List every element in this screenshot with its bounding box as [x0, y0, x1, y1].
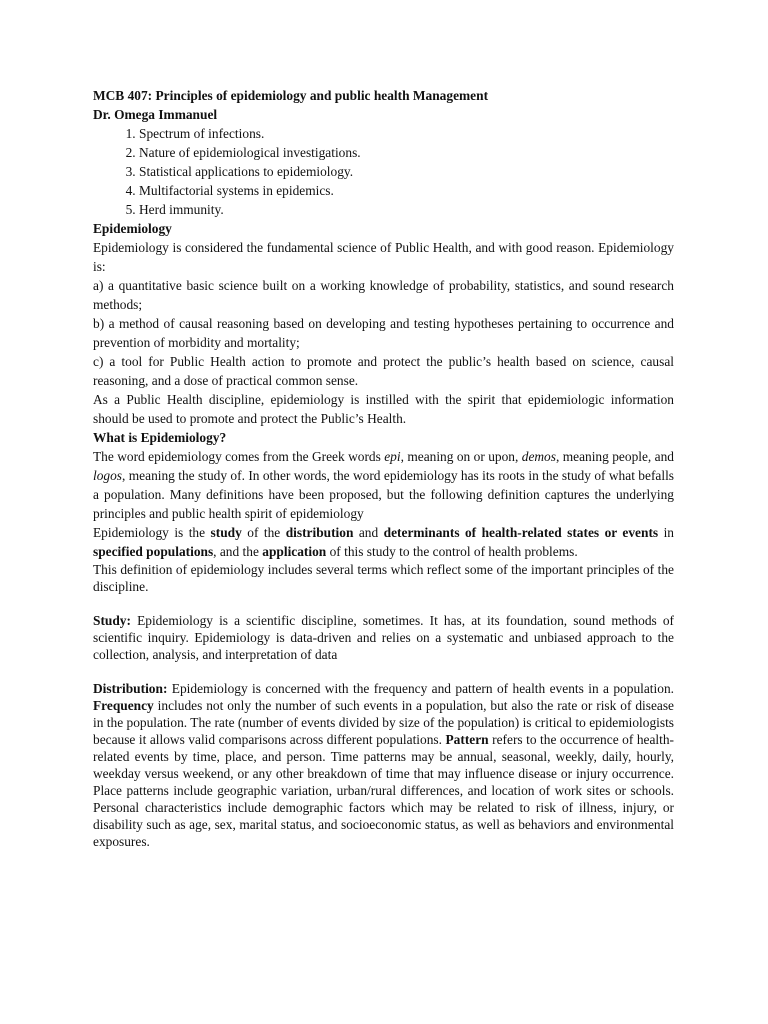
text-run: The word epidemiology comes from the Greek words — [93, 449, 385, 464]
distribution-label: Distribution: — [93, 681, 168, 696]
term-application: application — [262, 544, 327, 559]
outline-item: 1. Spectrum of infections. — [139, 124, 674, 143]
outline-item: 2. Nature of epidemiological investigations. — [139, 143, 674, 162]
author-name: Dr. Omega Immanuel — [93, 107, 218, 122]
text-run: in — [658, 525, 674, 540]
document-body — [93, 86, 674, 850]
term-specified-populations: specified populations — [93, 544, 214, 559]
paragraph-spacer — [93, 595, 674, 612]
text-run: includes not only the number of such events in a population, but also the rate or risk of disease in the population. The rate (number of events divided by size of the population) is critical to epidemiologists because it allows valid comparisons across different populations. — [93, 698, 674, 747]
text-run: , meaning on or upon, — [400, 449, 522, 464]
outline-list — [93, 124, 674, 219]
term-frequency: Frequency — [93, 698, 154, 713]
term-pattern: Pattern — [445, 732, 489, 747]
text-run: Epidemiology is the — [93, 525, 211, 540]
text-run: Epidemiology is concerned with the frequency and pattern of health events in a population. — [167, 681, 674, 696]
paragraph-spacer — [93, 663, 674, 680]
paragraph: As a Public Health discipline, epidemiology is instilled with the spirit that epidemiologic information should be used to promote and protect the Public’s Health. — [93, 392, 674, 426]
section-heading-epidemiology: Epidemiology — [93, 221, 172, 236]
term-logos: logos — [93, 468, 123, 483]
text-run: and — [353, 525, 384, 540]
definition-point-a: a) a quantitative basic science built on a working knowledge of probability, statistics, and sound research methods; — [93, 278, 674, 312]
text-run: refers to the occurrence of health-related events by time, place, and person. Time patterns may be annual, seasonal, weekly, daily, hourly, weekday versus weekend, or any other breakdown of time that may influence disease or injury occurrence. Place patterns include geographic variation, urban/rural differences, and location of work sites or schools. Personal characteristics include demographic factors which may be related to risk of illness, injury, or disability such as age, sex, marital status, and socioeconomic status, as well as behaviors and environmental exposures. — [93, 732, 674, 849]
text-run: of this study to the control of health problems. — [326, 544, 578, 559]
etymology-paragraph — [93, 447, 674, 523]
text-run: , meaning the study of. In other words, the word epidemiology has its roots in the study of what befalls a population. Many definitions have been proposed, but the following definition captures the underlying principles and public health spirit of epidemiology — [93, 468, 674, 521]
definition-point-b: b) a method of causal reasoning based on developing and testing hypotheses pertaining to occurrence and prevention of morbidity and mortality; — [93, 316, 674, 350]
text-run: of the — [241, 525, 286, 540]
course-title: MCB 407: Principles of epidemiology and public health Management — [93, 88, 489, 103]
term-demos: demos — [521, 449, 556, 464]
section-heading-what-is: What is Epidemiology? — [93, 430, 227, 445]
outline-item: 4. Multifactorial systems in epidemics. — [139, 181, 674, 200]
outline-item: 5. Herd immunity. — [139, 200, 674, 219]
distribution-paragraph — [93, 680, 674, 850]
study-paragraph — [93, 612, 674, 663]
term-study: study — [210, 525, 242, 540]
definition-point-c: c) a tool for Public Health action to promote and protect the public’s health based on science, causal reasoning, and a dose of practical common sense. — [93, 354, 674, 388]
term-epi: epi — [384, 449, 401, 464]
definition-paragraph — [93, 523, 674, 561]
text-run: , meaning people, and — [555, 449, 675, 464]
study-label: Study: — [93, 613, 131, 628]
paragraph: This definition of epidemiology includes several terms which reflect some of the important principles of the discipline. — [93, 562, 674, 594]
term-determinants: determinants of health-related states or events — [383, 525, 659, 540]
text-run: Epidemiology is a scientific discipline, sometimes. It has, at its foundation, sound methods of scientific inquiry. Epidemiology is data-driven and relies on a systematic and unbiased approach to the collection, analysis, and interpretation of data — [93, 613, 674, 662]
text-run: , and the — [213, 544, 263, 559]
paragraph: Epidemiology is considered the fundamental science of Public Health, and with good reason. Epidemiology is: — [93, 240, 674, 274]
term-distribution: distribution — [285, 525, 354, 540]
outline-item: 3. Statistical applications to epidemiology. — [139, 162, 674, 181]
